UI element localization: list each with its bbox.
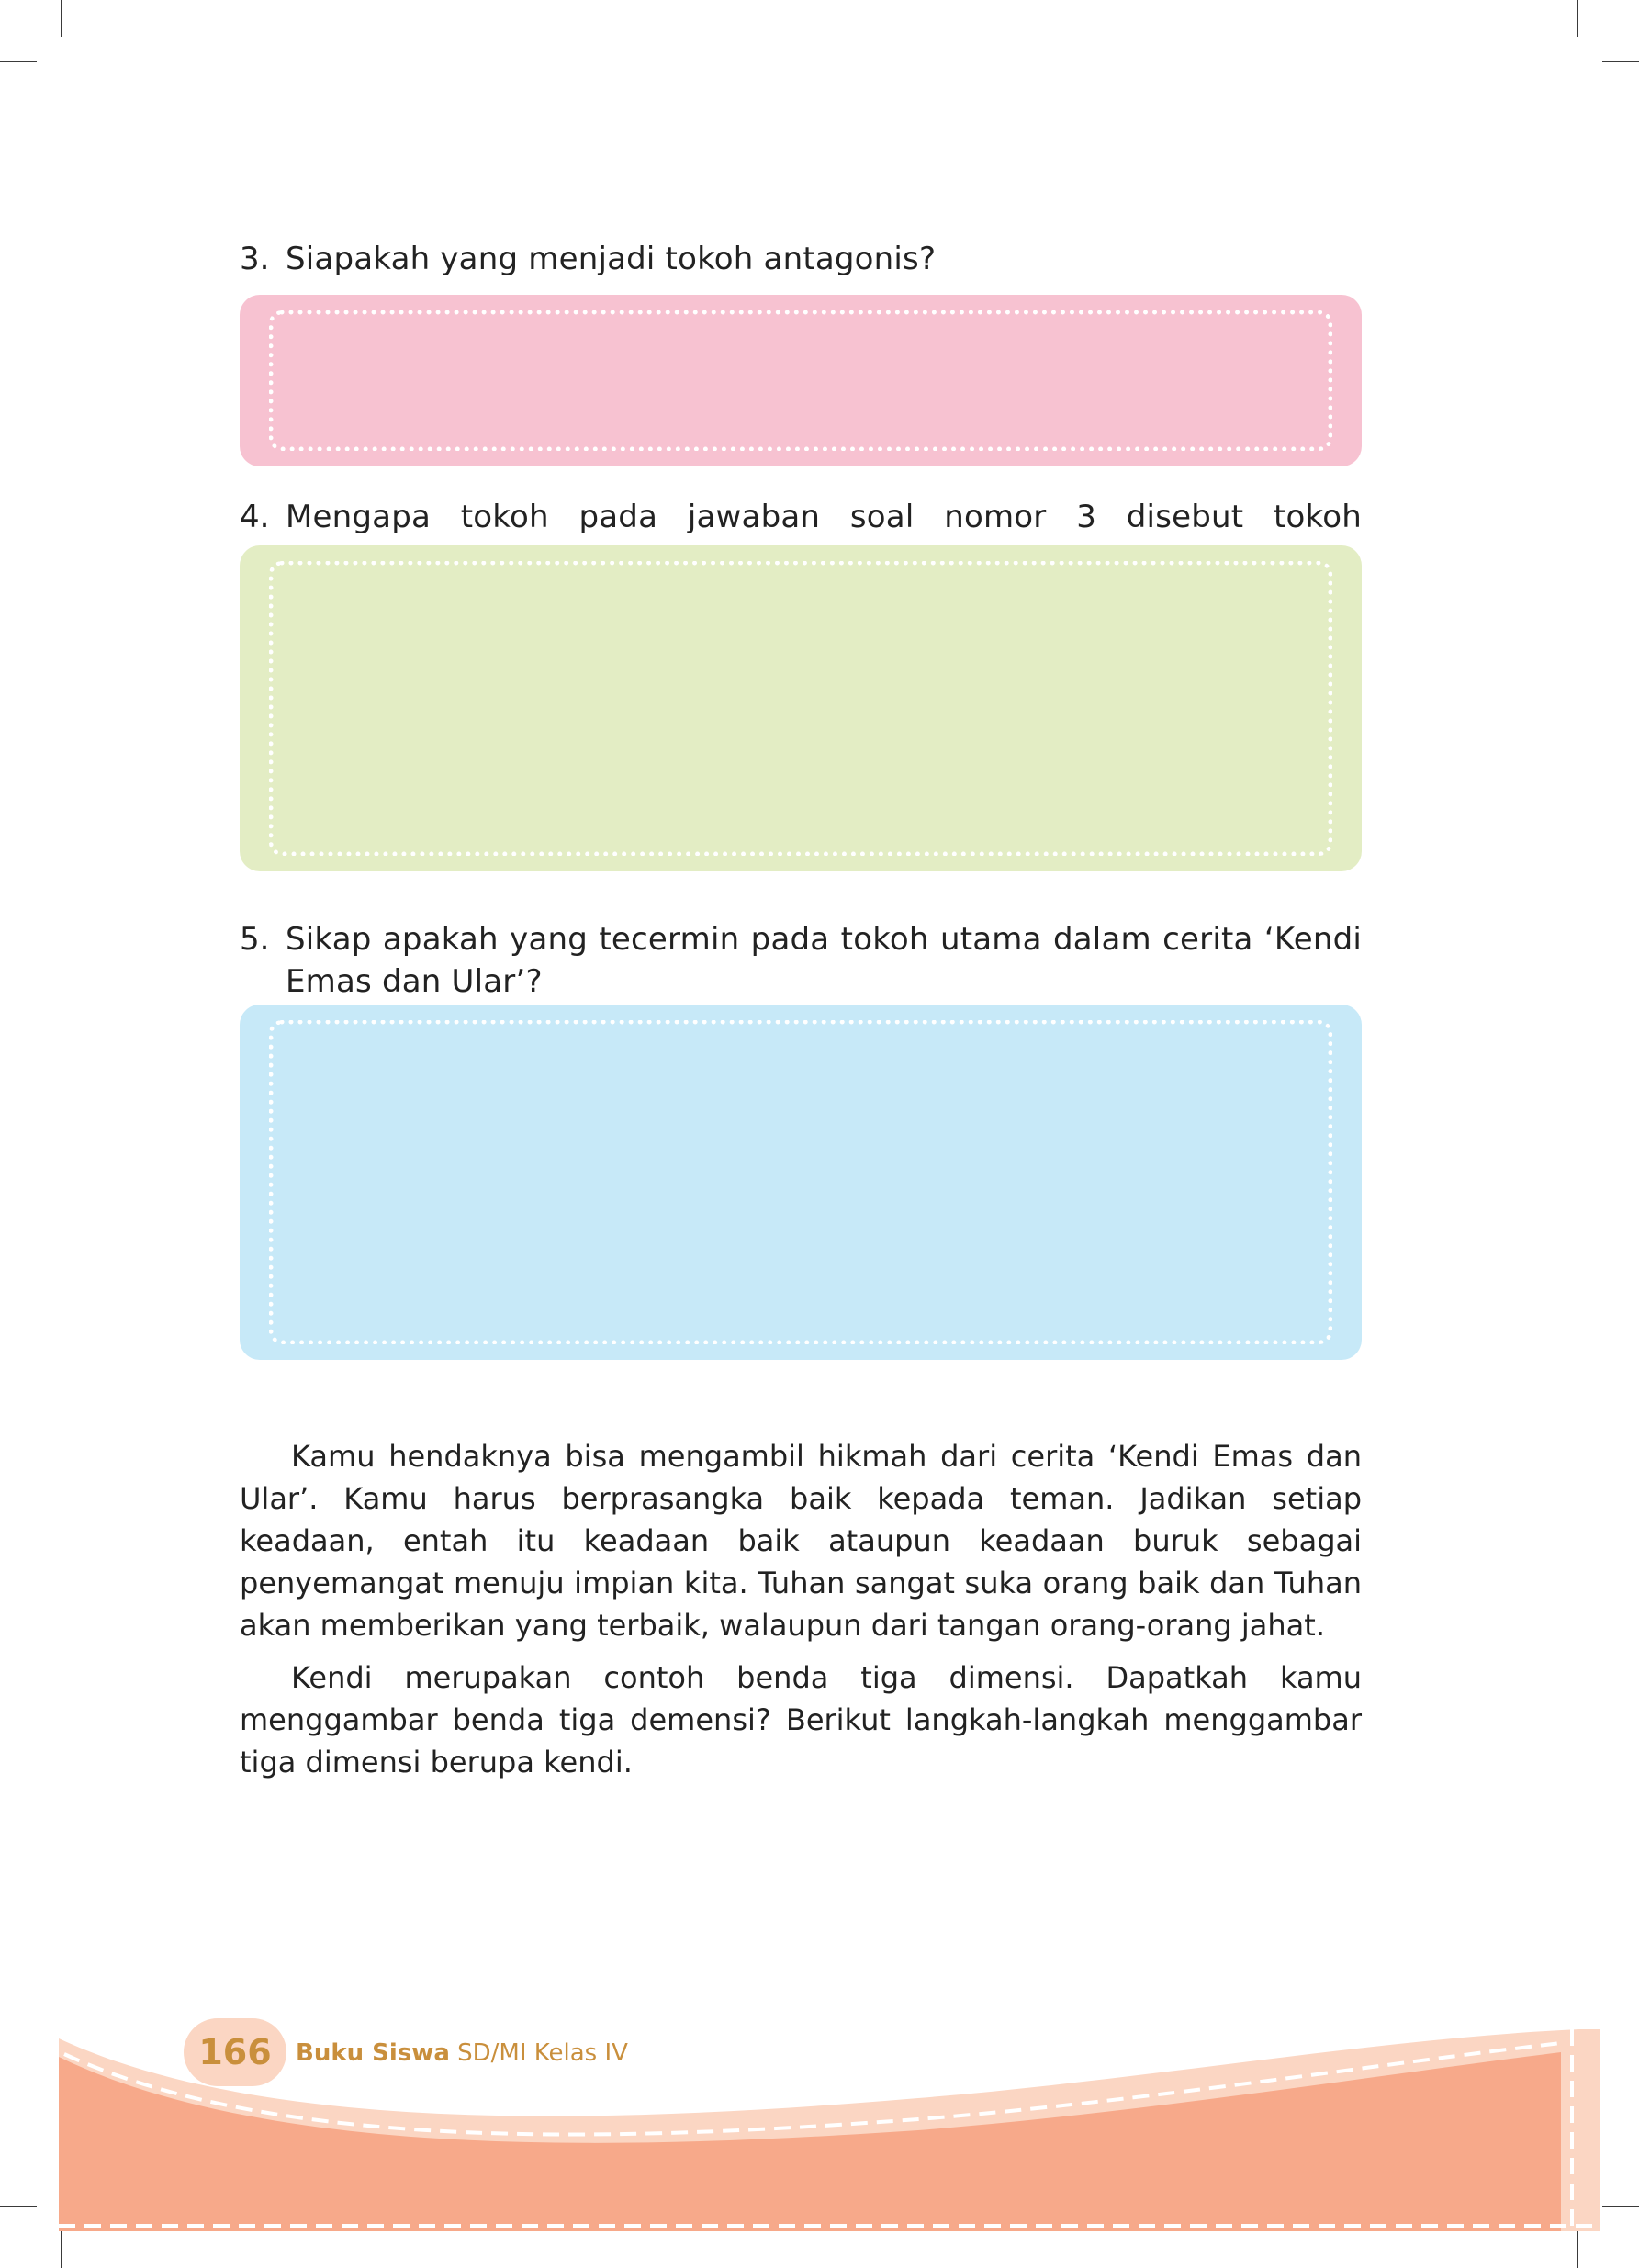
crop-mark	[1577, 0, 1578, 37]
crop-mark	[0, 61, 37, 62]
question-3	[240, 238, 1362, 280]
body-paragraph: Kamu hendaknya bisa mengambil hikmah dari cerita ‘Kendi Emas dan Ular’. Kamu harus berprasangka baik kepada teman. Jadikan setiap keadaan, entah itu keadaan baik ataupun keadaan buruk sebagai penyemangat menuju impian kita. Tuhan sangat suka orang baik dan Tuhan akan memberikan yang terbaik, walaupun dari tangan orang-orang jahat.	[240, 1439, 1362, 1643]
dotted-frame	[269, 561, 1332, 856]
question-text: Siapakah yang menjadi tokoh antagonis?	[286, 241, 937, 277]
dotted-frame	[269, 310, 1332, 451]
dotted-frame	[269, 1020, 1332, 1344]
crop-mark	[1602, 61, 1639, 62]
question-text: Mengapa tokoh pada jawaban soal nomor 3 disebut tokoh	[286, 499, 1362, 535]
answer-box-4[interactable]	[240, 545, 1362, 871]
book-title	[296, 2037, 628, 2070]
question-number: 5.	[240, 921, 270, 958]
question-text: Sikap apakah yang tecermin pada tokoh utama dalam cerita ‘Kendi Emas dan Ular’?	[286, 921, 1362, 1000]
question-5	[240, 918, 1362, 1003]
book-title-bold: Buku Siswa	[296, 2039, 450, 2067]
answer-box-3[interactable]	[240, 295, 1362, 466]
book-title-rest: SD/MI Kelas IV	[449, 2039, 628, 2067]
body-paragraph: Kendi merupakan contoh benda tiga dimensi. Dapatkah kamu menggambar benda tiga demensi? Berikut langkah-langkah menggambar tiga dimensi berupa kendi.	[240, 1660, 1362, 1780]
crop-mark	[61, 0, 62, 37]
answer-box-5[interactable]	[240, 1005, 1362, 1360]
page-number: 166	[184, 2018, 286, 2086]
question-number: 4.	[240, 499, 270, 535]
question-number: 3.	[240, 241, 270, 277]
